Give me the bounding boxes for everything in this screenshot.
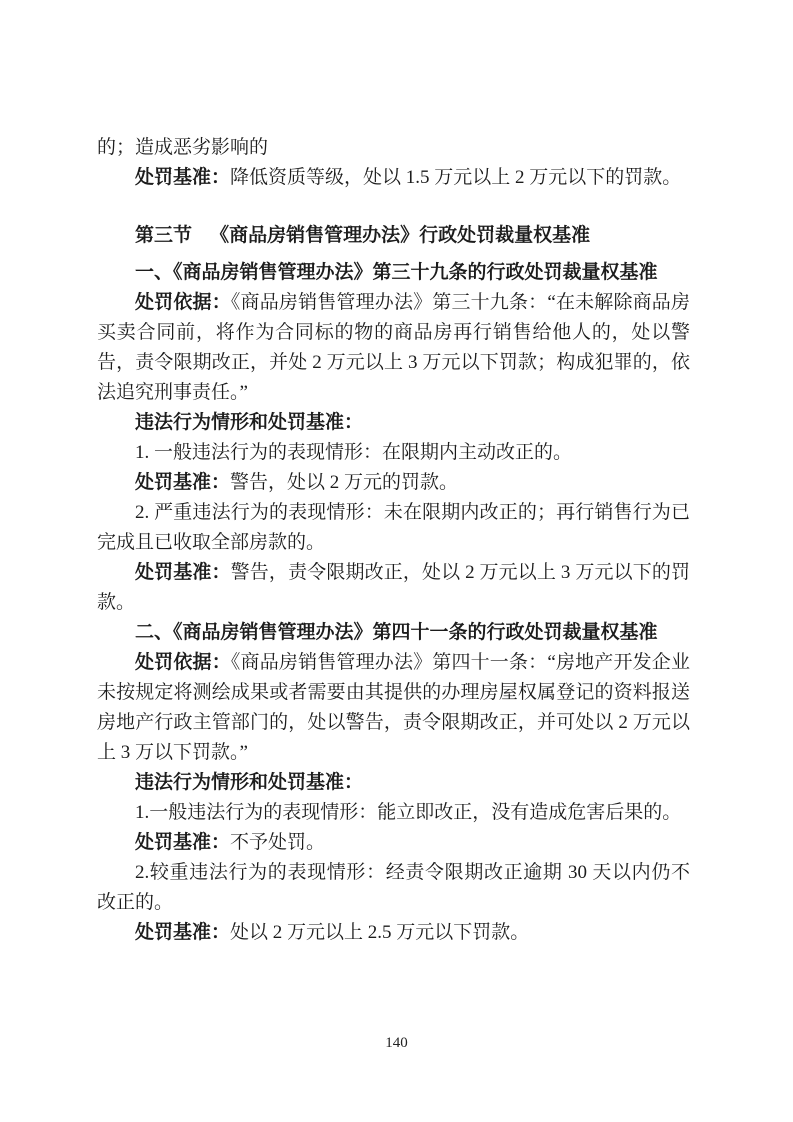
section-heading xyxy=(97,221,690,251)
section-number: 第三节 xyxy=(135,225,193,246)
penalty-label: 处罚基准： xyxy=(135,562,231,583)
subsection-1-basis-paragraph xyxy=(97,288,690,408)
penalty-label: 处罚基准： xyxy=(135,832,231,853)
subsection-2-criteria-heading: 违法行为情形和处罚基准： xyxy=(135,772,364,793)
page-number: 140 xyxy=(385,1035,408,1051)
subsection-2-item-1-penalty xyxy=(97,828,690,858)
subsection-1-heading: 一、《商品房销售管理办法》第三十九条的行政处罚裁量权基准 xyxy=(135,262,658,283)
subsection-1-criteria-heading: 违法行为情形和处罚基准： xyxy=(135,412,364,433)
subsection-1-item-2-situation: 2. 严重违法行为的表现情形：未在限期内改正的；再行销售行为已完成且已收取全部房款的。 xyxy=(97,502,690,553)
carryover-penalty-paragraph xyxy=(97,163,690,193)
section-title: 《商品房销售管理办法》行政处罚裁量权基准 xyxy=(210,225,591,246)
subsection-1-item-2-penalty xyxy=(97,558,690,618)
penalty-label: 处罚基准： xyxy=(135,167,231,188)
penalty-label: 处罚基准： xyxy=(135,922,231,943)
penalty-text: 不予处罚。 xyxy=(230,832,326,853)
carryover-line: 的；造成恶劣影响的 xyxy=(97,137,269,158)
subsection-1-item-1-penalty xyxy=(97,468,690,498)
document-content xyxy=(97,133,690,948)
basis-label: 处罚依据： xyxy=(135,652,231,673)
penalty-text: 警告，责令限期改正，处以 2 万元以上 3 万元以下的罚款。 xyxy=(97,562,690,613)
basis-text: 《商品房销售管理办法》第四十一条：“房地产开发企业未按规定将测绘成果或者需要由其提供的办理房屋权属登记的资料报送房地产行政主管部门的，处以警告，责令限期改正，并可处以 2 万元以上 3 万以下罚款。” xyxy=(97,652,690,763)
subsection-2-item-2-situation: 2.较重违法行为的表现情形：经责令限期改正逾期 30 天以内仍不改正的。 xyxy=(97,862,690,913)
subsection-1-item-1-situation: 1. 一般违法行为的表现情形：在限期内主动改正的。 xyxy=(135,442,573,463)
basis-text: 《商品房销售管理办法》第三十九条：“在未解除商品房买卖合同前，将作为合同标的物的商品房再行销售给他人的，处以警告，责令限期改正，并处 2 万元以上 3 万元以下罚款；构成犯罪的，依法追究刑事责任。” xyxy=(97,292,690,403)
basis-label: 处罚依据： xyxy=(135,292,231,313)
subsection-2-item-1-situation: 1.一般违法行为的表现情形：能立即改正，没有造成危害后果的。 xyxy=(135,802,682,823)
subsection-2-item-2-penalty xyxy=(97,918,690,948)
subsection-2-basis-paragraph xyxy=(97,648,690,768)
penalty-label: 处罚基准： xyxy=(135,472,231,493)
penalty-text: 警告，处以 2 万元的罚款。 xyxy=(230,472,459,493)
penalty-text: 降低资质等级，处以 1.5 万元以上 2 万元以下的罚款。 xyxy=(230,167,682,188)
subsection-2-heading: 二、《商品房销售管理办法》第四十一条的行政处罚裁量权基准 xyxy=(135,622,658,643)
penalty-text: 处以 2 万元以上 2.5 万元以下罚款。 xyxy=(230,922,530,943)
